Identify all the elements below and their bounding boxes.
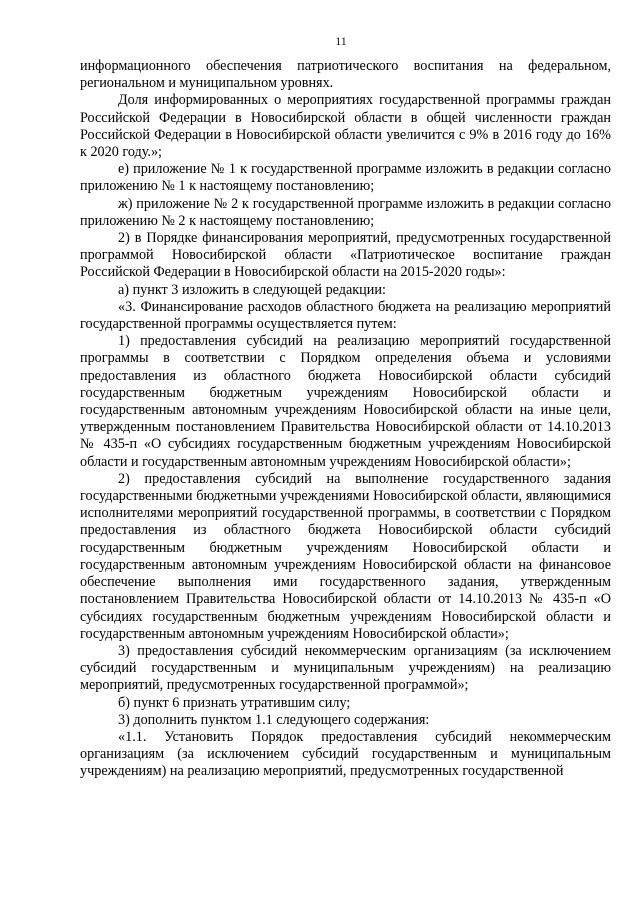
paragraph: 1) предоставления субсидий на реализацию мероприятий государственной программы в соответствии с Порядком определения объема и условиями предоставления из областного бюджета Новосибирской области субсидий государственным бюджетным учреждениям Новосибирской области и государственным автономным учреждениям Новосибирской области на иные цели, утвержденным постановлением Правительства Новосибирской области от 14.10.2013 № 435-п «О субсидиях государственным бюджетным учреждениям Новосибирской области и государственным автономным учреждениям Новосибирской области»; — [80, 333, 611, 470]
paragraph: б) пункт 6 признать утратившим силу; — [118, 694, 351, 711]
paragraph: 2) в Порядке финансирования мероприятий, предусмотренных государственной программой Новосибирской области «Патриотическое воспитание граждан Российской Федерации в Новосибирской области на 2015-2020 годы»: — [80, 230, 611, 281]
paragraph: е) приложение № 1 к государственной программе изложить в редакции согласно приложению № 1 к настоящему постановлению; — [80, 161, 611, 195]
paragraph: Доля информированных о мероприятиях государственной программы граждан Российской Федерации в Новосибирской области в общей численности граждан Российской Федерации в Новосибирской области увеличится с 9% в 2016 году до 16% к 2020 году.»; — [80, 92, 611, 161]
paragraph: 3) предоставления субсидий некоммерческим организациям (за исключением субсидий государственным и муниципальным учреждениям) на реализацию мероприятий, предусмотренных государственной программой»; — [80, 642, 611, 694]
paragraph: 2) предоставления субсидий на выполнение государственного задания государственными бюджетными учреждениями Новосибирской области, являющимися исполнителями мероприятий государственной программы, в соответствии с Порядком предоставления из областного бюджета Новосибирской области субсидий государственным бюджетным учреждениям Новосибирской области и государственным автономным учреждениям Новосибирской области на финансовое обеспечение выполнения ими государственного задания, утвержденным постановлением Правительства Новосибирской области от 14.10.2013 № 435-п «О субсидиях государственным бюджетным учреждениям Новосибирской области и государственным автономным учреждениям Новосибирской области»; — [80, 470, 611, 642]
paragraph: а) пункт 3 изложить в следующей редакции: — [118, 281, 386, 298]
paragraph: ж) приложение № 2 к государственной программе изложить в редакции согласно приложению № 2 к настоящему постановлению; — [80, 195, 611, 229]
paragraph: «3. Финансирование расходов областного бюджета на реализацию мероприятий государственной программы осуществляется путем: — [80, 298, 611, 333]
paragraph: 3) дополнить пунктом 1.1 следующего содержания: — [118, 711, 430, 728]
paragraph: информационного обеспечения патриотического воспитания на федеральном, региональном и муниципальном уровнях. — [80, 58, 611, 92]
paragraph: «1.1. Установить Порядок предоставления субсидий некоммерческим организациям (за исключением субсидий государственным и муниципальным учреждениям) на реализацию мероприятий, предусмотренных государственной — [80, 728, 611, 780]
document-body — [80, 58, 611, 781]
page-number: 11 — [335, 34, 347, 48]
